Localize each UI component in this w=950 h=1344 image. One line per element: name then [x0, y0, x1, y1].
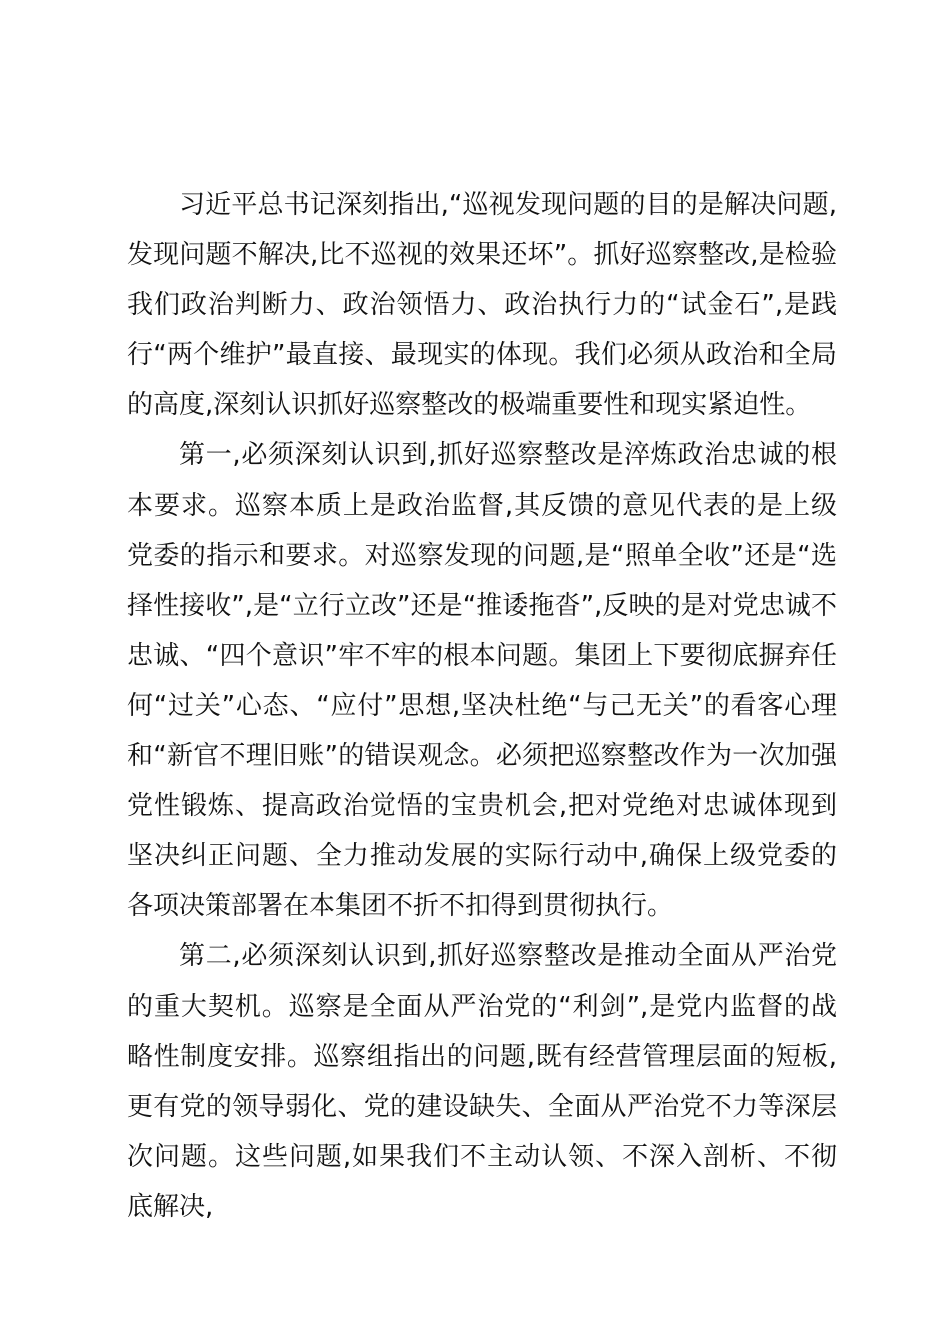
paragraph-first-point: 第一,必须深刻认识到,抓好巡察整改是淬炼政治忠诚的根本要求。巡察本质上是政治监督,其反馈的意见代表的是上级党委的指示和要求。对巡察发现的问题,是“照单全收”还是“选择性接收”,是“立行立改”还是“推诿拖沓”,反映的是对党忠诚不忠诚、“四个意识”牢不牢的根本问题。集团上下要彻底摒弃任何“过关”心态、“应付”思想,坚决杜绝“与己无关”的看客心理和“新官不理旧账”的错误观念。必须把巡察整改作为一次加强党性锻炼、提高政治觉悟的宝贵机会,把对党绝对忠诚体现到坚决纠正问题、全力推动发展的实际行动中,确保上级党委的各项决策部署在本集团不折不扣得到贯彻执行。 — [127, 440, 837, 922]
document-body — [127, 180, 837, 1232]
paragraph-intro: 习近平总书记深刻指出,“巡视发现问题的目的是解决问题,发现问题不解决,比不巡视的效果还坏”。抓好巡察整改,是检验我们政治判断力、政治领悟力、政治执行力的“试金石”,是践行“两个维护”最直接、最现实的体现。我们必须从政治和全局的高度,深刻认识抓好巡察整改的极端重要性和现实紧迫性。 — [127, 190, 837, 421]
paragraph-second-point: 第二,必须深刻认识到,抓好巡察整改是推动全面从严治党的重大契机。巡察是全面从严治党的“利剑”,是党内监督的战略性制度安排。巡察组指出的问题,既有经营管理层面的短板,更有党的领导弱化、党的建设缺失、全面从严治党不力等深层次问题。这些问题,如果我们不主动认领、不深入剖析、不彻底解决, — [127, 941, 837, 1222]
